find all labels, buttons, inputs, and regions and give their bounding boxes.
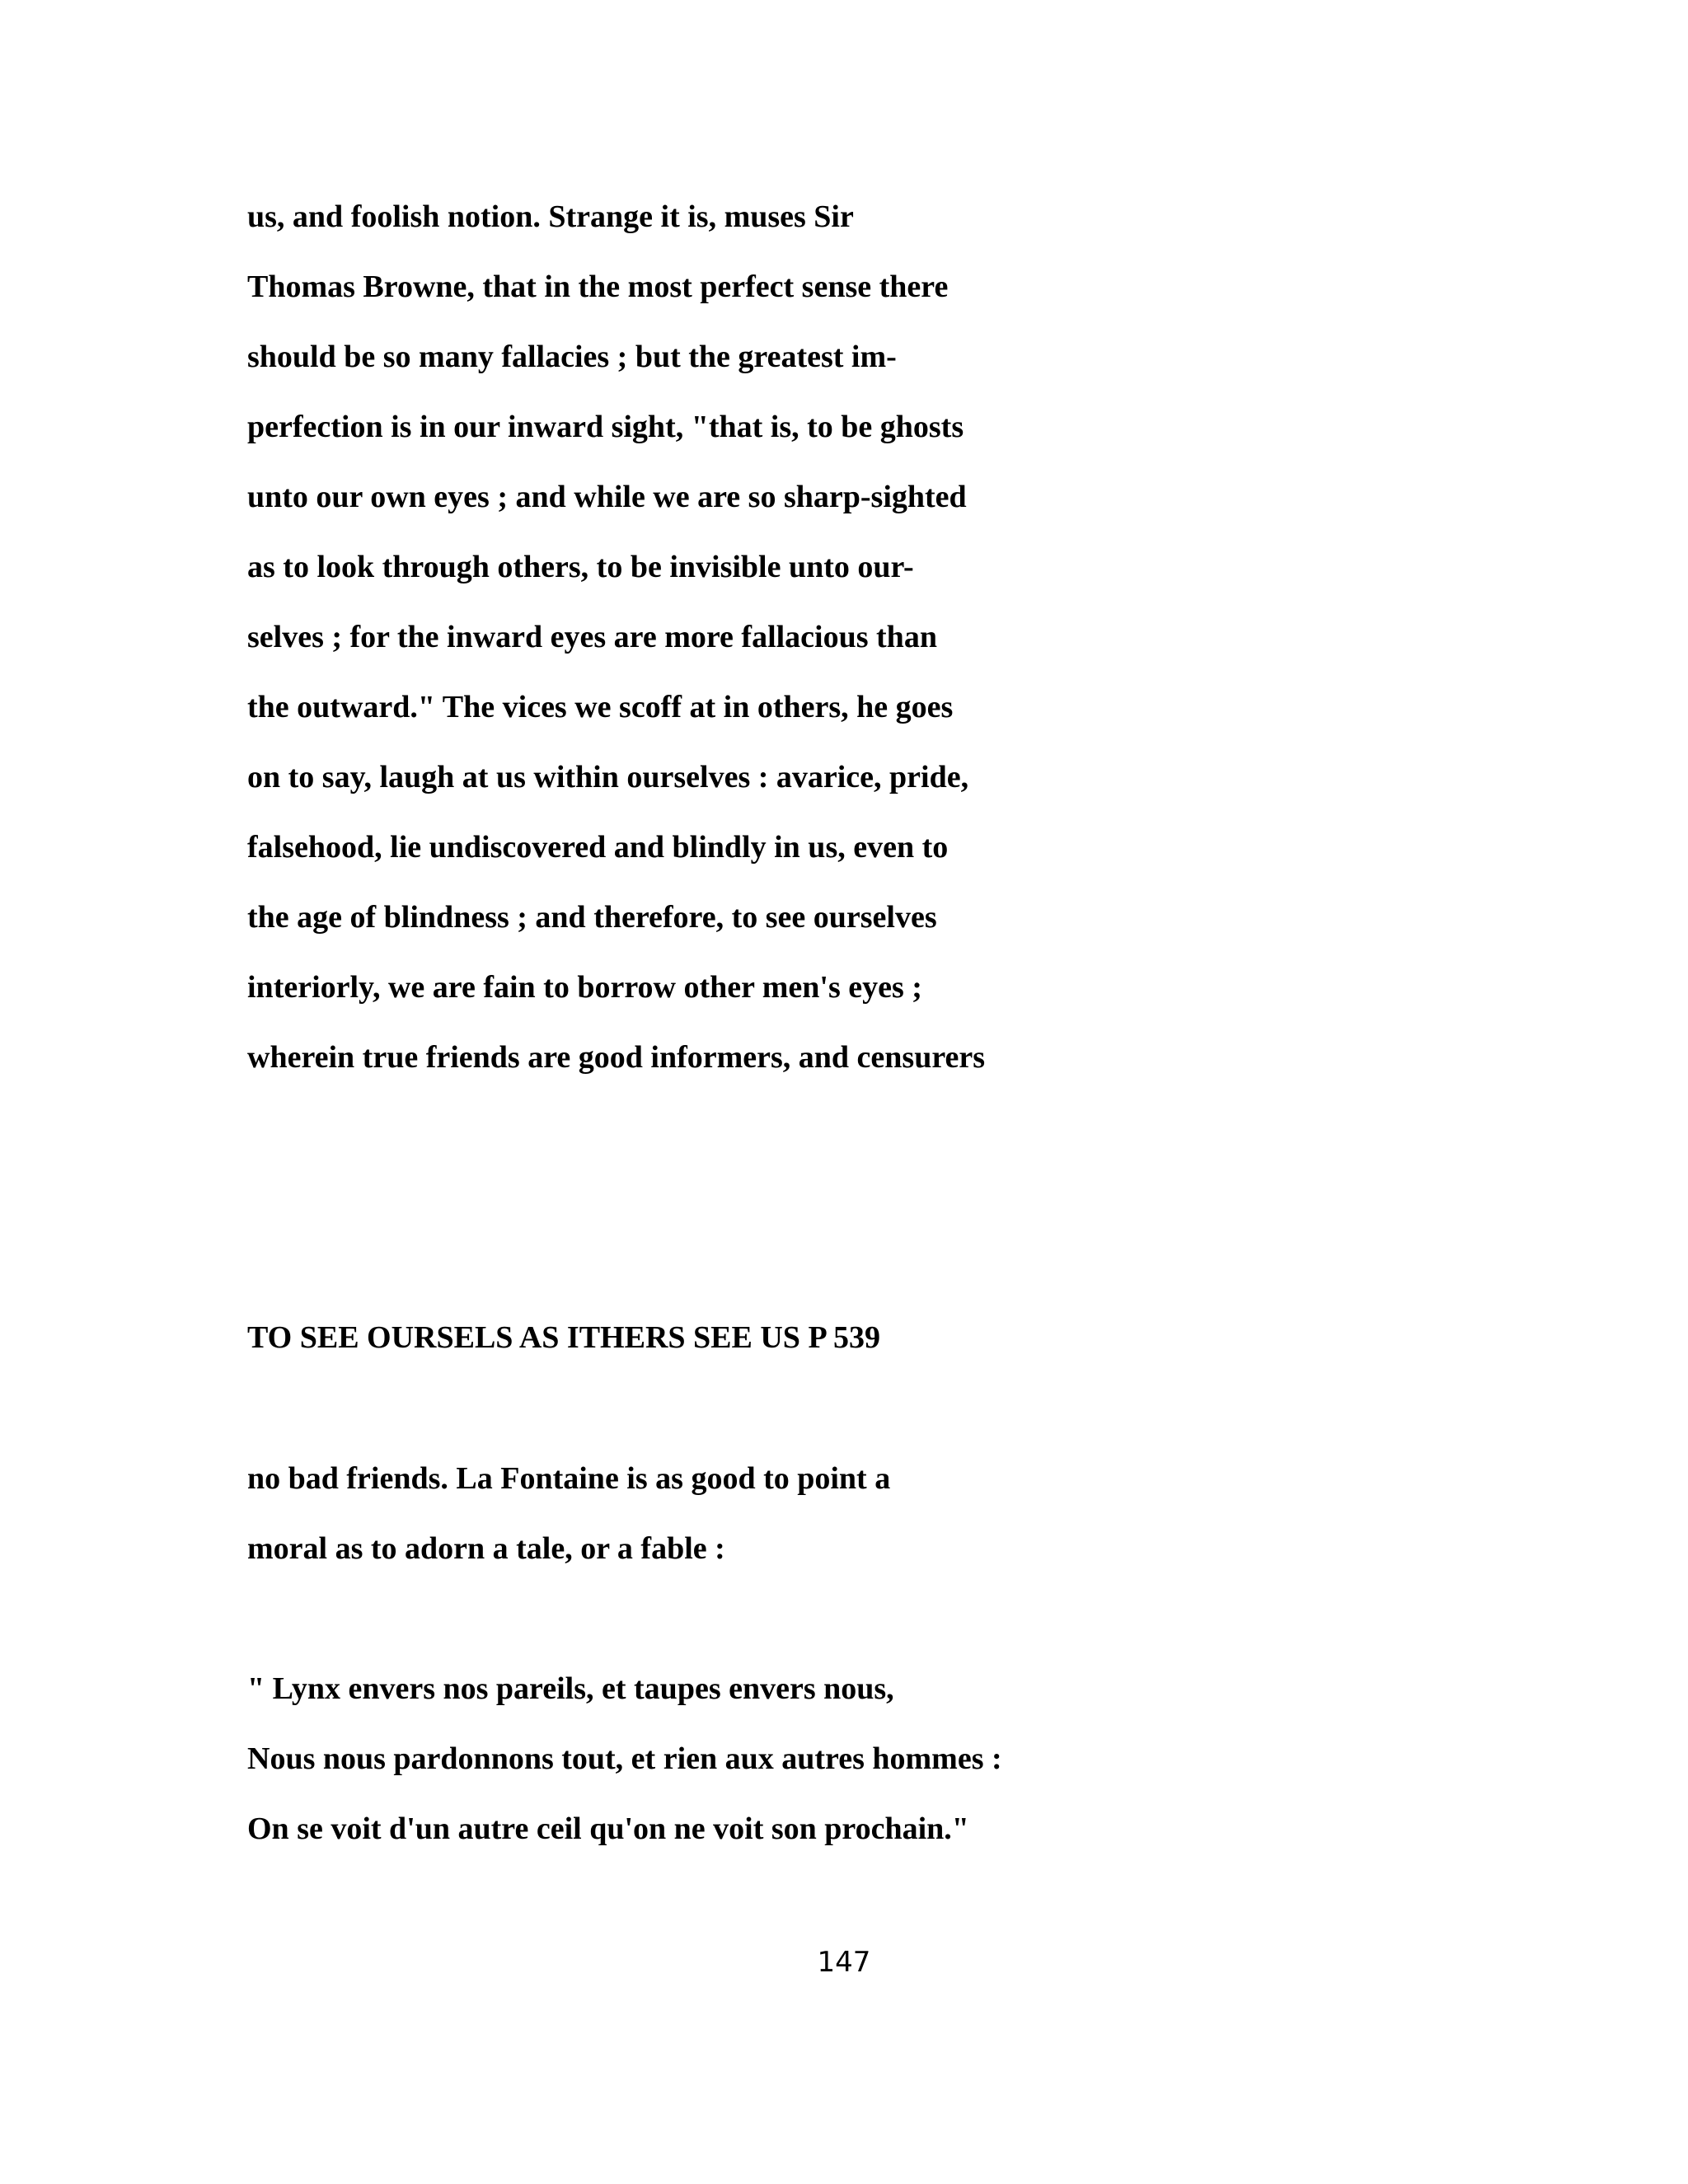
paragraph-1-line-2: Thomas Browne, that in the most perfect sense there (247, 269, 949, 304)
paragraph-1-line-7: selves ; for the inward eyes are more fallacious than (247, 620, 937, 654)
paragraph-1-line-12: interiorly, we are fain to borrow other men's eyes ; (247, 970, 922, 1005)
paragraph-1-line-1: us, and foolish notion. Strange it is, muses Sir (247, 199, 854, 234)
paragraph-1-line-6: as to look through others, to be invisible unto our- (247, 550, 914, 584)
paragraph-1-line-11: the age of blindness ; and therefore, to see ourselves (247, 900, 937, 935)
paragraph-1-line-8: the outward." The vices we scoff at in others, he goes (247, 690, 954, 724)
running-header: TO SEE OURSELS AS ITHERS SEE US P 539 (247, 1320, 881, 1355)
paragraph-2-line-1: no bad friends. La Fontaine is as good to point a (247, 1461, 891, 1496)
paragraph-1-line-3: should be so many fallacies ; but the greatest im- (247, 340, 897, 374)
paragraph-1-line-5: unto our own eyes ; and while we are so sharp-sighted (247, 480, 967, 514)
paragraph-1-line-10: falsehood, lie undiscovered and blindly in us, even to (247, 830, 949, 865)
quotation-line-1: " Lynx envers nos pareils, et taupes envers nous, (247, 1671, 894, 1706)
quotation-line-3: On se voit d'un autre ceil qu'on ne voit son prochain." (247, 1811, 969, 1846)
paragraph-1-line-13: wherein true friends are good informers, and censurers (247, 1040, 986, 1075)
paragraph-1-line-4: perfection is in our inward sight, "that is, to be ghosts (247, 410, 964, 444)
quotation-line-2: Nous nous pardonnons tout, et rien aux autres hommes : (247, 1741, 1002, 1776)
page-number: 147 (817, 1946, 871, 1979)
paragraph-2-line-2: moral as to adorn a tale, or a fable : (247, 1531, 725, 1566)
paragraph-1-line-9: on to say, laugh at us within ourselves : avarice, pride, (247, 760, 969, 794)
